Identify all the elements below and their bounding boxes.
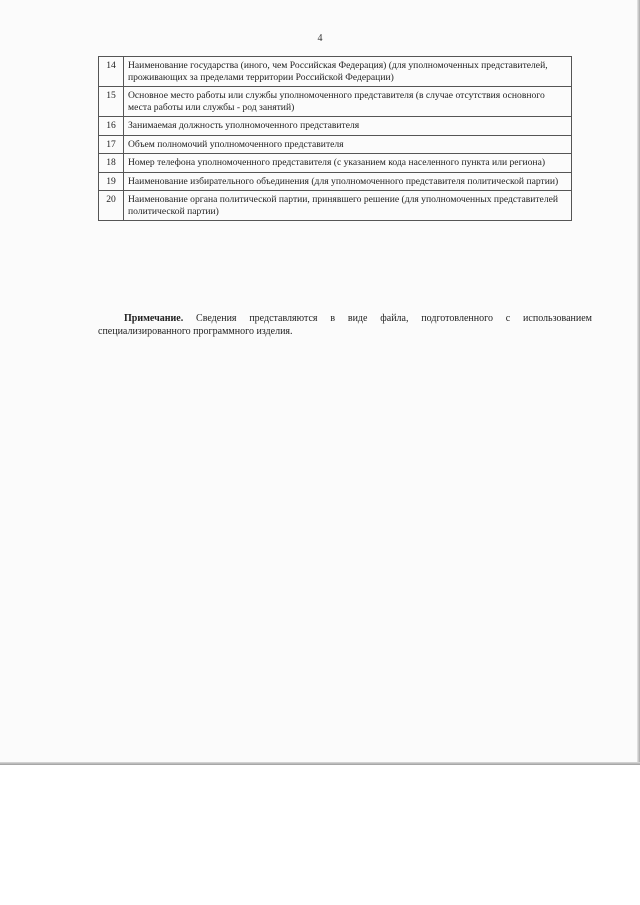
table-row [99, 87, 572, 117]
table-row [99, 57, 572, 87]
note-label: Примечание. [124, 313, 184, 324]
scan-edge-bottom [0, 762, 640, 765]
row-number: 15 [99, 87, 124, 117]
row-number: 20 [99, 191, 124, 221]
row-text: Основное место работы или службы уполномоченного представителя (в случае отсутствия основного места работы или службы - род занятий) [124, 87, 572, 117]
table-row [99, 191, 572, 221]
note-text: Сведения представляются в виде файла, подготовленного с использованием специализированного программного изделия. [98, 313, 593, 337]
row-text: Номер телефона уполномоченного представителя (с указанием кода населенного пункта или региона) [124, 154, 572, 173]
table-row [99, 117, 572, 136]
row-number: 14 [99, 57, 124, 87]
table-row [99, 172, 572, 191]
row-text: Наименование государства (иного, чем Российская Федерация) (для уполномоченных представителей, проживающих за пределами территории Российской Федерации) [124, 57, 572, 87]
table-row [99, 135, 572, 154]
row-number: 19 [99, 172, 124, 191]
page-number: 4 [317, 33, 323, 44]
row-text: Объем полномочий уполномоченного представителя [124, 135, 572, 154]
row-text: Наименование избирательного объединения (для уполномоченного представителя политической партии) [124, 172, 572, 191]
fields-table [98, 56, 572, 221]
table-row [99, 154, 572, 173]
row-number: 18 [99, 154, 124, 173]
row-number: 16 [99, 117, 124, 136]
note-paragraph [98, 313, 592, 338]
row-number: 17 [99, 135, 124, 154]
row-text: Наименование органа политической партии, принявшего решение (для уполномоченных представителей политической партии) [124, 191, 572, 221]
row-text: Занимаемая должность уполномоченного представителя [124, 117, 572, 136]
